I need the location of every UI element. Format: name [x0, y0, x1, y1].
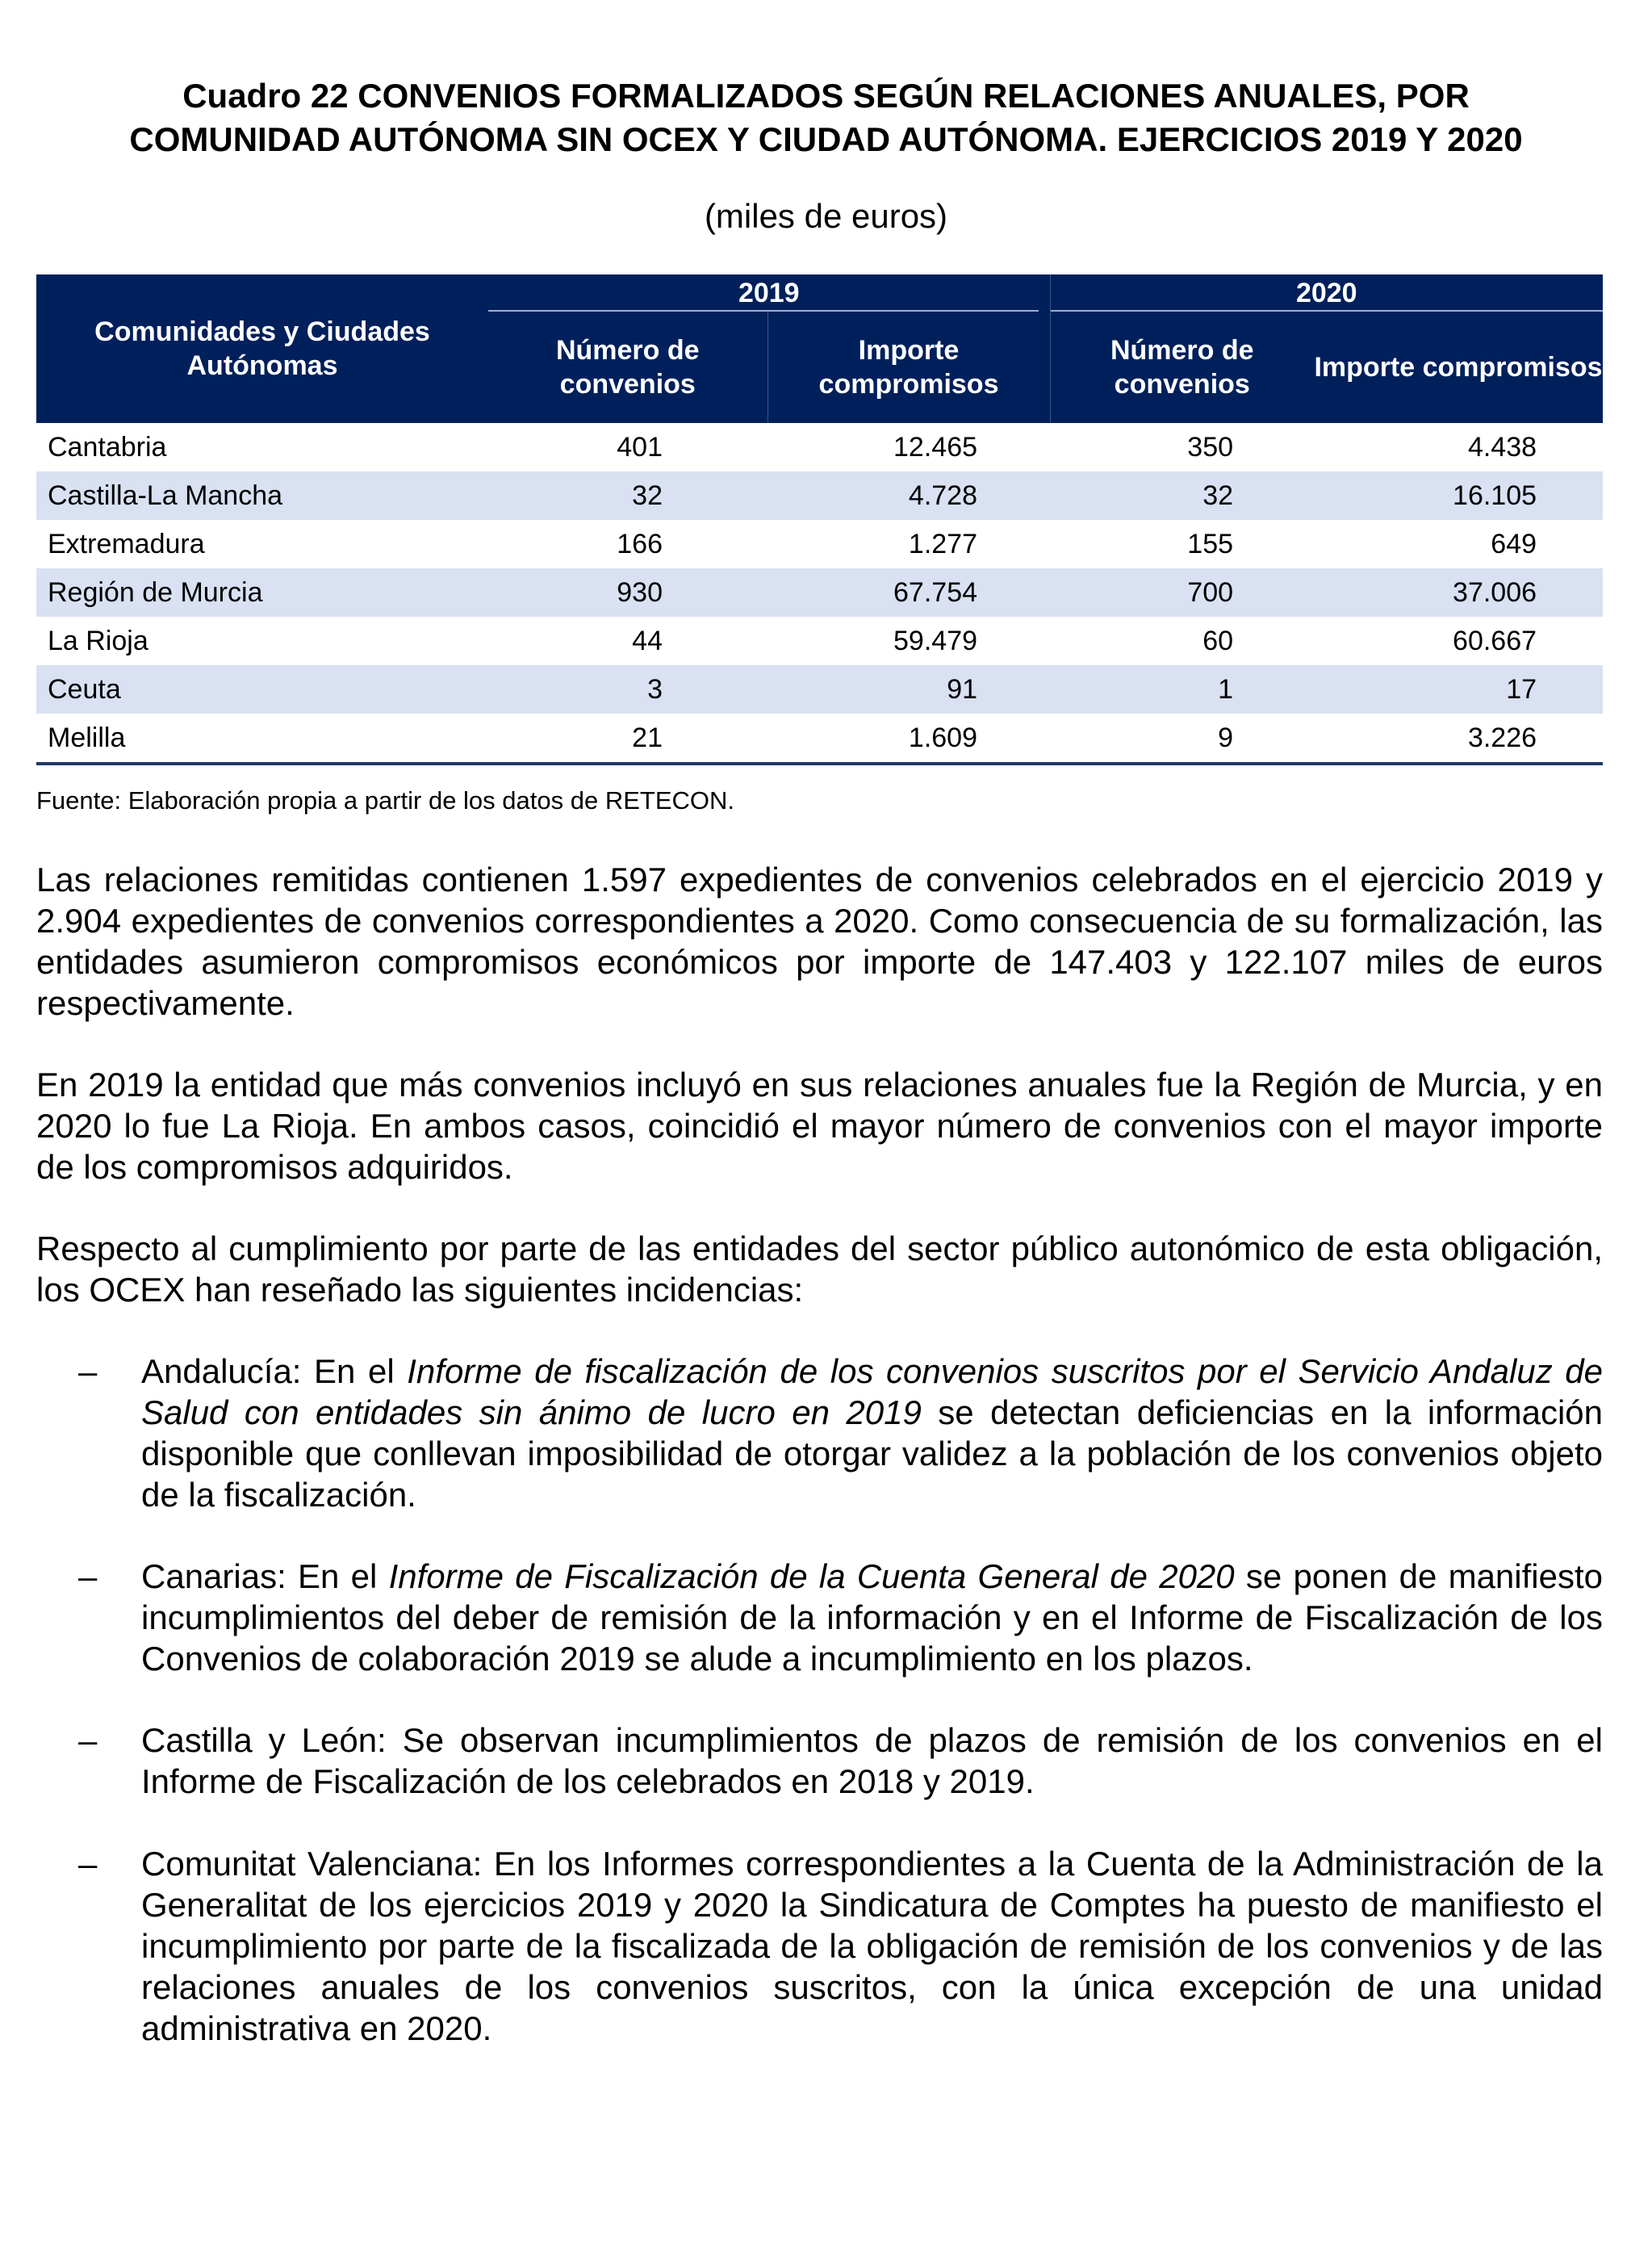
- cell-importe-2019: 67.754: [767, 568, 1050, 617]
- cell-importe-2019: 1.609: [767, 714, 1050, 764]
- bullet-text: Comunitat Valenciana: En los Informes correspondientes a la Cuenta de la Administración de la Generalitat de los ejercicios 2019 y 2020 la Sindicatura de Comptes ha puesto de manifiesto el incumplimiento por parte de la fiscalizada de la obligación de remisión de los convenios y de las relaciones anuales de los convenios suscritos, con la única excepción de una unidad administrativa en 2020.: [141, 1845, 1603, 2047]
- cell-importe-2020: 60.667: [1453, 625, 1537, 656]
- header-divider: [488, 310, 1039, 312]
- header-year-2019-label: 2019: [738, 278, 800, 308]
- bullet-text: Castilla y León: Se observan incumplimientos de plazos de remisión de los convenios en el Informe de Fiscalización de los celebrados en 2018 y 2019.: [141, 1721, 1603, 1800]
- cell-num-2019: 44: [632, 625, 663, 656]
- cell-comunidad: Ceuta: [36, 665, 488, 714]
- table-source: Fuente: Elaboración propia a partir de los datos de RETECON.: [36, 786, 735, 815]
- table-row: [36, 714, 1603, 764]
- table-row: [36, 520, 1603, 568]
- bullet-text-plain: se detectan deficiencias en la información disponible que conllevan imposibilidad de otorgar validez a la población de los convenios objeto de la fiscalización.: [141, 1393, 1603, 1514]
- cell-num-2019: 401: [617, 431, 663, 463]
- cell-num-2020: 700: [1050, 568, 1314, 617]
- header-year-2020: [1050, 274, 1603, 312]
- report-title-italic: Informe de fiscalización de los convenios suscritos por el Servicio Andaluz de Salud con entidades sin ánimo de lucro en 2019: [141, 1352, 1603, 1431]
- paragraph-3: Respecto al cumplimiento por parte de las entidades del sector público autonómico de esta obligación, los OCEX han reseñado las siguientes incidencias:: [36, 1229, 1603, 1309]
- bullet-text: [141, 1556, 1603, 1679]
- table-title-line-2: COMUNIDAD AUTÓNOMA SIN OCEX Y CIUDAD AUTÓNOMA. EJERCICIOS 2019 Y 2020: [129, 120, 1523, 158]
- table-row: [36, 423, 1603, 471]
- cell-importe-2019: 1.277: [908, 528, 978, 559]
- cell-num-2020: 60: [1202, 625, 1234, 656]
- bullet-text-plain: Andalucía: En el: [141, 1352, 408, 1390]
- cell-num-2020: 155: [1187, 528, 1234, 559]
- dash-bullet: –: [78, 1845, 98, 1883]
- bullet-text-plain: se ponen de manifiesto incumplimientos del deber de remisión de la información y en el Informe de Fiscalización de los Convenios de colaboración 2019 se alude a incumplimiento en los plazos.: [141, 1557, 1603, 1678]
- cell-num-2020: 32: [1050, 471, 1314, 520]
- cell-importe-2019: 4.728: [767, 471, 1050, 520]
- table-row: [36, 665, 1603, 714]
- cell-comunidad: Castilla-La Mancha: [36, 471, 488, 520]
- cell-comunidad: La Rioja: [48, 625, 148, 656]
- dash-bullet: –: [78, 1352, 98, 1390]
- table-row: [36, 568, 1603, 617]
- cell-comunidad: Extremadura: [48, 528, 205, 559]
- cell-num-2020: 350: [1187, 431, 1234, 463]
- cell-importe-2020: 3.226: [1314, 714, 1603, 764]
- header-year-2020-label: 2020: [1295, 278, 1357, 308]
- cell-importe-2019: 12.465: [893, 431, 978, 463]
- bullet-text-plain: Canarias: En el: [141, 1557, 389, 1595]
- table-title-line-1: Cuadro 22 CONVENIOS FORMALIZADOS SEGÚN RELACIONES ANUALES, POR: [182, 77, 1470, 115]
- table-body: [36, 423, 1603, 764]
- cell-importe-2019: 59.479: [893, 625, 978, 656]
- cell-importe-2020: 4.438: [1467, 431, 1537, 463]
- cell-num-2020: 9: [1050, 714, 1314, 764]
- paragraph-1: Las relaciones remitidas contienen 1.597 expedientes de convenios celebrados en el ejercicio 2019 y 2.904 expedientes de convenios correspondientes a 2020. Como consecuencia de su formalización, las entidades asumieron compromisos económicos por importe de 147.403 y 122.107 miles de euros respectivamente.: [36, 861, 1603, 1022]
- cell-importe-2020: 37.006: [1314, 568, 1603, 617]
- header-year-2019: [488, 274, 1050, 312]
- cell-num-2019: 3: [488, 665, 767, 714]
- dash-bullet: –: [78, 1721, 98, 1759]
- cell-importe-2020: 649: [1491, 528, 1537, 559]
- header-divider: [1051, 310, 1604, 312]
- table-title: [0, 74, 1652, 161]
- cell-importe-2019: 91: [767, 665, 1050, 714]
- cell-num-2019: 930: [488, 568, 767, 617]
- table-units: (miles de euros): [704, 197, 948, 235]
- cell-num-2019: 166: [617, 528, 663, 559]
- cell-num-2020: 1: [1050, 665, 1314, 714]
- cell-importe-2020: 16.105: [1314, 471, 1603, 520]
- header-importe-2020: Importe compromisos: [1314, 312, 1603, 423]
- paragraph-2: En 2019 la entidad que más convenios incluyó en sus relaciones anuales fue la Región de Murcia, y en 2020 lo fue La Rioja. En ambos casos, coincidió el mayor número de convenios con el mayor importe de los compromisos adquiridos.: [36, 1066, 1603, 1186]
- table-row: [36, 617, 1603, 665]
- cell-num-2019: 32: [488, 471, 767, 520]
- header-num-2020: Número de convenios: [1050, 312, 1314, 423]
- dash-bullet: –: [78, 1557, 98, 1595]
- cell-comunidad: Melilla: [36, 714, 488, 764]
- cell-comunidad: Región de Murcia: [36, 568, 488, 617]
- report-title-italic: Informe de Fiscalización de la Cuenta General de 2020: [388, 1557, 1235, 1595]
- bullet-text: [141, 1351, 1603, 1515]
- cell-importe-2020: 17: [1314, 665, 1603, 714]
- table-row: [36, 471, 1603, 520]
- header-importe-2019: Importe compromisos: [767, 312, 1050, 423]
- header-num-2019: Número de convenios: [488, 312, 767, 423]
- cell-num-2019: 21: [488, 714, 767, 764]
- convenios-table: [36, 274, 1603, 765]
- cell-comunidad: Cantabria: [48, 431, 167, 463]
- header-comunidades: Comunidades y Ciudades Autónomas: [36, 274, 488, 423]
